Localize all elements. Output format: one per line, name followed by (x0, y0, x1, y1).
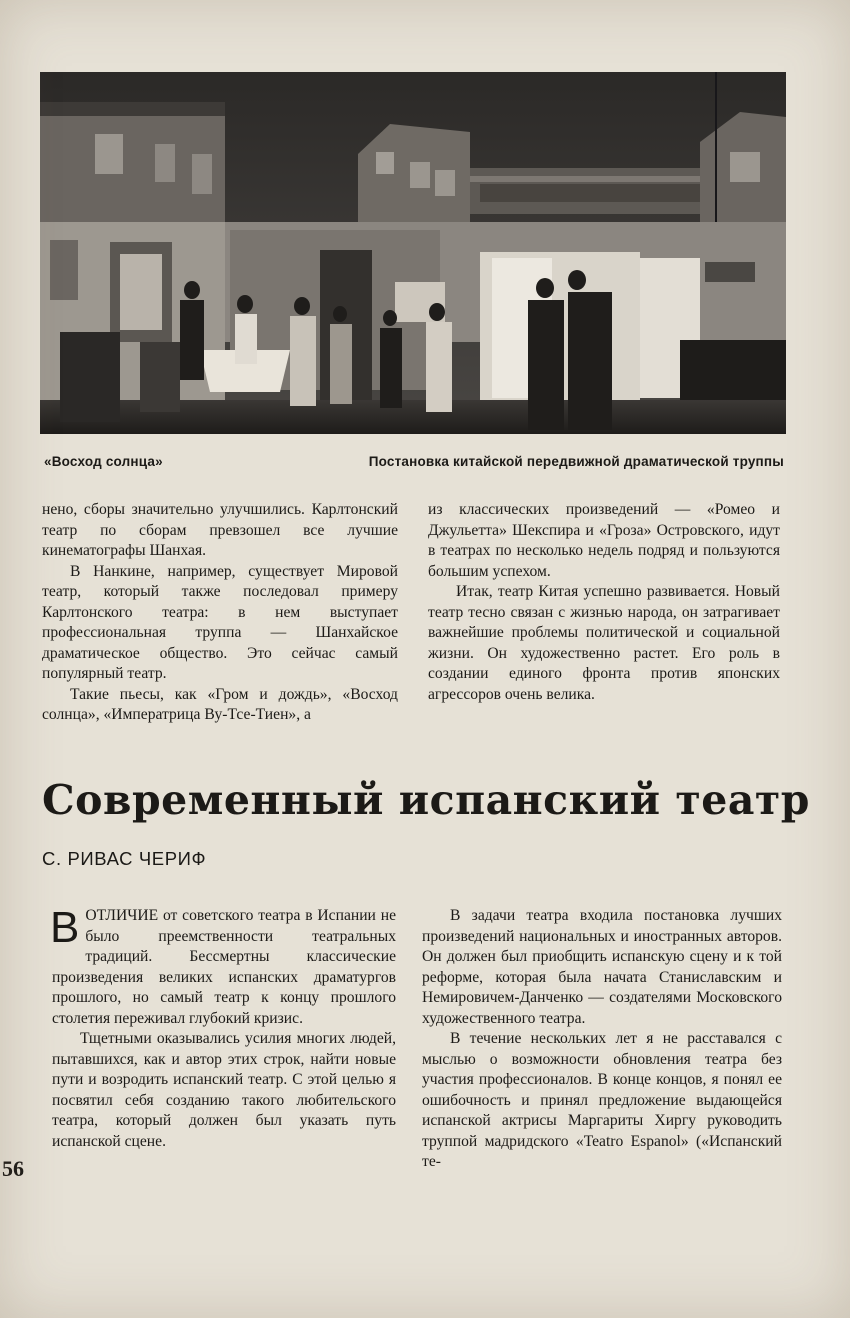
photo-caption (44, 454, 784, 476)
caption-description: Постановка китайской передвижной драматической труппы (368, 454, 784, 469)
stage-photo-icon (40, 72, 786, 434)
paragraph: из классических произведений — «Ромео и Джульетта» Шекспира и «Гроза» Островского, идут в театрах по несколько недель подряд и пользуются большим успехом. (428, 501, 780, 580)
paragraph: Такие пьесы, как «Гром и дождь», «Восход солнца», «Императрица Ву-Тсе-Тиен», а (42, 685, 398, 723)
paragraph: нено, сборы значительно улучшились. Карлтонский театр по сборам превзошел все лучшие кинематографы Шанхая. (42, 501, 398, 559)
stage-photo (40, 72, 786, 434)
paragraph-text: ОТЛИЧИЕ от советского театра в Испании не было преемственности театральных традиций. Бессмертны классические произведения великих испанских драматургов прошлого, но самый театр к концу прошлого столетия переживал глубокий кризис. (52, 907, 396, 1027)
paragraph: В течение нескольких лет я не расставался с мыслью о возможности обновления театра без участия профессионалов. В конце концов, я понял ее ошибочность и принял предложение выдающейся испанской актрисы Маргариты Хиргу руководить труппой мадридского «Teatro Espanol» («Испанский те- (422, 1030, 782, 1170)
top-article-column-1 (42, 500, 398, 726)
drop-cap: В (50, 903, 80, 952)
paragraph: В задачи театра входила постановка лучших произведений национальных и иностранных авторов. Он должен был приобщить испанскую сцену и к той реформе, которая была начата Станиславским и Немировичем-Данченко — создателями Московского художественного театра. (422, 907, 782, 1027)
article-column-1 (50, 903, 396, 1152)
top-article-column-2 (428, 500, 780, 705)
page-number: 56 (2, 1156, 24, 1181)
paragraph: В Нанкине, например, существует Мировой театр, который также последовал примеру Карлтонского театра: в нем выступает профессиональная труппа — Шанхайское драматическое общество. Это сейчас самый популярный театр. (42, 562, 398, 682)
paragraph (50, 903, 396, 1029)
article-column-2 (422, 906, 782, 1173)
caption-title: «Восход солнца» (44, 454, 163, 469)
article-title: Современный испанский театр (42, 776, 810, 824)
paragraph: Тщетными оказывались усилия многих людей, пытавшихся, как и автор этих строк, найти новые пути и возродить испанский театр. С этой целью я посвятил себя созданию такого любительского театра, который должен был указать путь испанской сцене. (52, 1030, 396, 1150)
paragraph: Итак, театр Китая успешно развивается. Новый театр тесно связан с жизнью народа, он затрагивает важнейшие проблемы политической и социальной жизни. Он художественно растет. Его роль в создании единого фронта против японских агрессоров очень велика. (428, 583, 780, 703)
article-author: С. РИВАС ЧЕРИФ (42, 848, 207, 869)
